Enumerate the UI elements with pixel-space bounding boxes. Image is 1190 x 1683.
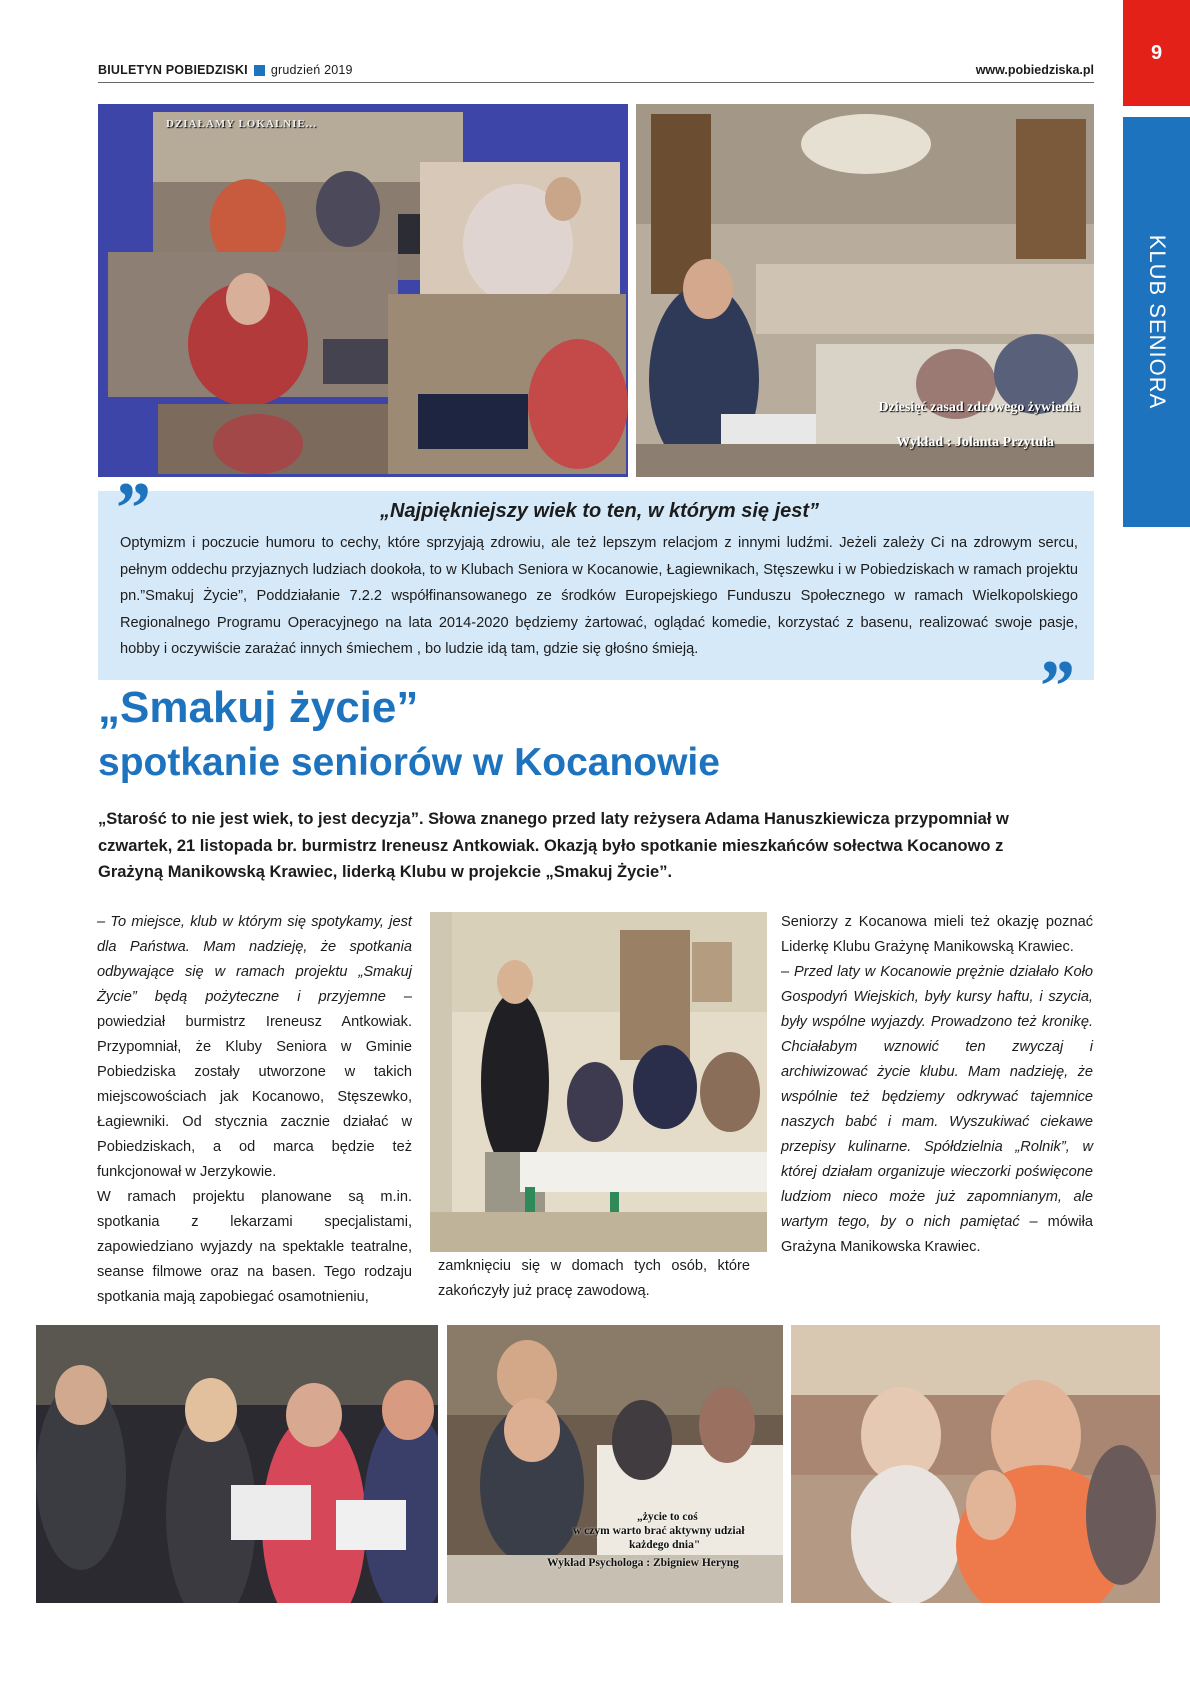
mayor-quote: – To miejsce, klub w którym się spotykamy, jest dla Państwa. Mam nadzieję, że spotkania odbywające się w ramach projektu „Smakuj Życie” będą pożyteczne i przyjemne — [97, 914, 412, 1005]
lecture-caption-speaker: Wykład : Jolanta Przytuła — [896, 435, 1054, 450]
section-tab-label: KLUB SENIORA — [1144, 234, 1170, 410]
header-square-icon — [254, 65, 265, 76]
photo-meeting-table — [430, 912, 767, 1252]
issue-date: grudzień 2019 — [270, 63, 353, 77]
psychology-caption-line-4: Wykład Psychologa : Zbigniew Heryng — [547, 1557, 739, 1569]
lecture-caption-title: Dziesięć zasad zdrowego żywienia — [878, 400, 1080, 415]
photo-reading-seniors — [36, 1325, 438, 1603]
photo-applauding-seniors — [791, 1325, 1160, 1603]
psychology-caption-line-3: każdego dnia" — [629, 1539, 701, 1551]
photo-psychology-lecture — [447, 1325, 783, 1603]
leader-quote-attribution: – mówiła Grażyna Manikowska Krawiec. — [781, 1214, 1094, 1255]
article-column-1 — [97, 910, 412, 1310]
mayor-quote-attribution: – powiedział burmistrz Ireneusz Antkowiak. Przypomniał, że Kluby Seniora w Gminie Pobiedziska zostały utworzone w takich miejscowościach jak Kocanowo, Stęszewko, Łagiewniki. Od stycznia zacznie działać w Pobiedziskach, a od marca będzie też funkcjonował w Jerzykowie. — [97, 989, 413, 1180]
article-title: „Smakuj życie” — [98, 683, 419, 732]
photo-collage-computer-class — [98, 104, 628, 477]
article-lead: „Starość to nie jest wiek, to jest decyzja”. Słowa znanego przed laty reżysera Adama Hanuszkiewicza przypomniał w czwartek, 21 listopada br. burmistrz Ireneusz Antkowiak. Okazją było spotkanie mieszkańców sołectwa Kocanowo z Grażyną Manikowską Krawiec, liderką Klubu w projekcie „Smakuj Życie”. — [98, 810, 1009, 881]
collage-caption: DZIAŁAMY LOKALNIE... — [166, 118, 317, 130]
quote-title: „Najpiękniejszy wiek to ten, w którym się jest” — [380, 500, 820, 522]
article-column-3 — [781, 910, 1093, 1260]
leader-intro: Seniorzy z Kocanowa mieli też okazję poznać Liderkę Klubu Grażynę Manikowską Krawiec. — [781, 914, 1093, 955]
running-header — [98, 63, 353, 77]
psychology-caption-line-1: „życie to coś — [637, 1511, 698, 1523]
publication-name: BIULETYN POBIEDZISKI — [98, 63, 248, 77]
isolation-paragraph: zamknięciu się w domach tych osób, które zakończyły już pracę zawodową. — [438, 1258, 750, 1299]
leader-quote: – Przed laty w Kocanowie prężnie działało Koło Gospodyń Wiejskich, były kursy haftu, i szycia, były wspólne wyjazdy. Prowadzono też kronikę. Chciałabym wznowić ten zwyczaj i archiwizować życie klubu. Mam nadzieję, że wspólnie też będziemy odkrywać tajemnice naszych babć i mam. Wyszukiwać ciekawe przepisy kulinarne. Spółdzielnia „Rolnik”, w której działam organizuje wieczorki poświęcone ludziom nieco może już zapomnianym, ale wartym tego, by o nich pamiętać — [781, 964, 1093, 1230]
header-rule — [98, 82, 1094, 83]
psychology-caption-line-2: w czym warto brać aktywny udział — [573, 1525, 745, 1537]
article-subtitle: spotkanie seniorów w Kocanowie — [98, 741, 720, 784]
article-column-2 — [438, 1254, 750, 1304]
section-tab — [1123, 117, 1190, 527]
website-link[interactable]: www.pobiedziska.pl — [975, 63, 1094, 77]
page-number: 9 — [1123, 0, 1190, 106]
project-plans-paragraph: W ramach projektu planowane są m.in. spotkania z lekarzami specjalistami, zapowiedziano wyjazdy na spektakle teatralne, seanse filmowe oraz na basen. Tego rodzaju spotkania mają zapobiegać osamotnieniu, — [97, 1189, 412, 1305]
quote-close-mark-icon: ” — [1036, 646, 1073, 728]
photo-lecture-hall — [636, 104, 1094, 477]
quote-open-mark-icon: ” — [112, 468, 149, 550]
quote-body: Optymizm i poczucie humoru to cechy, które sprzyjają zdrowiu, ale też lepszym relacjom z innymi ludźmi. Jeżeli zależy Ci na zdrowym sercu, pełnym oddechu przyjaznych ludziach dookoła, to w Klubach Seniora w Kocanowie, Łagiewnikach, Stęszewku i w Pobiedziskach w ramach projektu pn.”Smakuj Życie”, Poddziałanie 7.2.2 współfinansowanego ze środków Europejskiego Funduszu Społecznego w ramach Wielkopolskiego Regionalnego Programu Operacyjnego na lata 2014-2020 będziemy żartować, oglądać komedie, korzystać z basenu, realizować swoje pasje, hobby i oczywiście zarażać innych śmiechem , bo ludzie idą tam, gdzie się głośno śmieją. — [120, 535, 1078, 657]
